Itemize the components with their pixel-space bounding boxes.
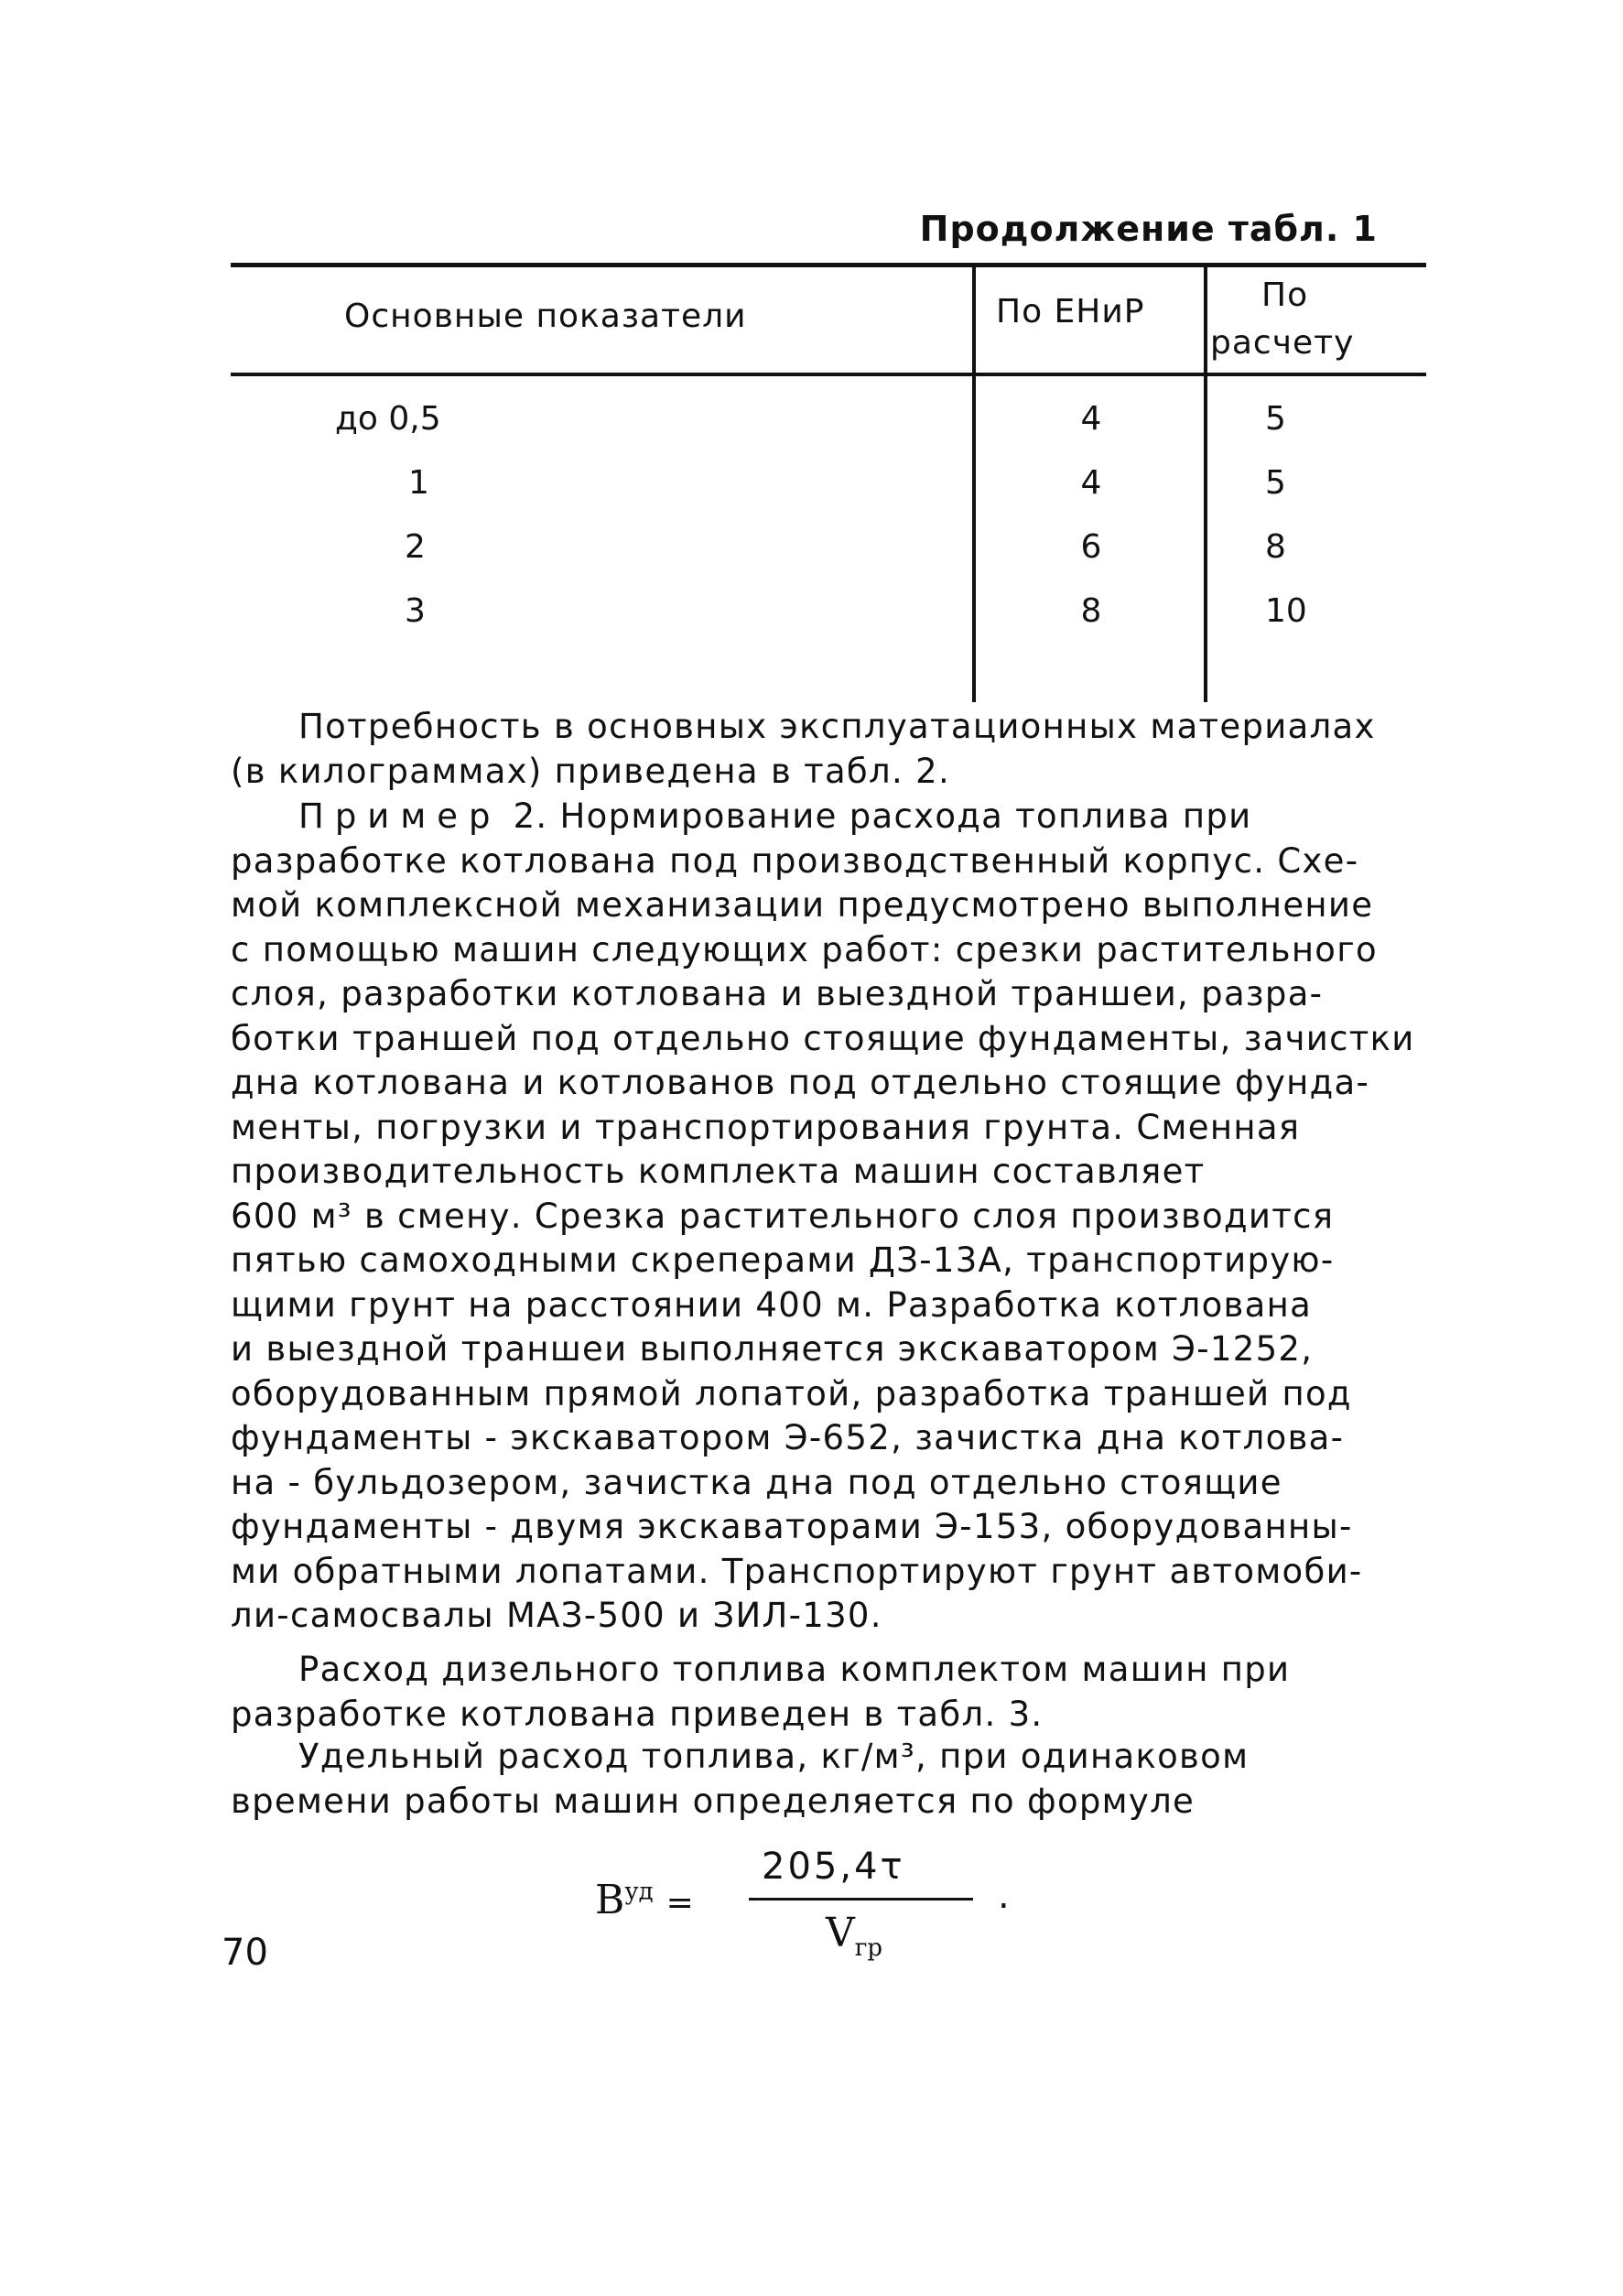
formula-period: .	[998, 1875, 1010, 1917]
data-table	[231, 263, 1426, 702]
header-calculated-line2: расчету	[1210, 324, 1355, 362]
text-line: Потребность в основных эксплуатационных материалах	[298, 707, 1376, 746]
header-enir: По ЕНиР	[996, 293, 1145, 330]
table-row	[231, 464, 1426, 526]
text-line: 600 м³ в смену. Срезка растительного слоя производится	[231, 1196, 1335, 1236]
text-line: слоя, разработки котлована и выездной траншеи, разра-	[231, 974, 1324, 1013]
formula-lhs-base: B	[595, 1877, 625, 1923]
text-line: разработке котлована под производственный корпус. Схе-	[231, 840, 1359, 881]
text-line: мой комплексной механизации предусмотрено выполнение	[231, 885, 1374, 925]
text-line: времени работы машин определяется по формуле	[231, 1781, 1196, 1821]
row-label: 2	[405, 528, 426, 566]
table-caption: Продолжение табл. 1	[919, 209, 1378, 249]
table-row	[231, 400, 1426, 462]
text-line: менты, погрузки и транспортирования грунта. Сменная	[231, 1107, 1301, 1147]
page-number: 70	[222, 1932, 268, 1974]
paragraph-specific-consumption	[231, 1735, 1439, 1824]
paragraph-fuel-consumption	[231, 1648, 1439, 1737]
text-line: на - бульдозером, зачистка дна под отдельно стоящие	[231, 1462, 1282, 1502]
row-enir-value: 8	[1080, 592, 1102, 630]
formula-equals: =	[665, 1884, 694, 1922]
table-header-rule	[231, 373, 1426, 376]
row-label: 3	[405, 592, 426, 630]
row-calc-value: 8	[1265, 528, 1286, 566]
text-line: (в килограммах) приведена в табл. 2.	[231, 751, 951, 791]
table-top-rule	[231, 263, 1426, 267]
text-line: производительность комплекта машин составляет	[231, 1152, 1206, 1191]
paragraph-materials	[231, 705, 1439, 794]
row-enir-value: 6	[1080, 528, 1102, 566]
formula-fraction-bar	[749, 1898, 973, 1901]
header-calculated-line1: По	[1261, 276, 1309, 314]
formula-denominator	[826, 1910, 882, 1962]
text-line: ли-самосвалы МАЗ-500 и ЗИЛ-130.	[231, 1596, 882, 1635]
row-calc-value: 5	[1265, 464, 1286, 502]
text-line: ботки траншей под отдельно стоящие фундаменты, зачистки	[231, 1018, 1415, 1058]
text-line: ми обратными лопатами. Транспортируют грунт автомоби-	[231, 1551, 1363, 1591]
formula-numerator: 205,4τ	[762, 1846, 905, 1888]
formula-lhs-superscript: уд	[624, 1878, 654, 1906]
text-line: оборудованным прямой лопатой, разработка траншей под	[231, 1373, 1352, 1413]
formula-denominator-subscript: гр	[854, 1933, 883, 1962]
fuel-formula	[595, 1840, 1053, 1962]
example-title: 2. Нормирование расхода топлива при	[501, 796, 1252, 836]
row-calc-value: 10	[1265, 592, 1307, 630]
text-line: Удельный расход топлива, кг/м³, при одинаковом	[298, 1737, 1250, 1776]
table-row	[231, 592, 1426, 655]
row-enir-value: 4	[1080, 400, 1102, 438]
example-label: Пример	[298, 796, 502, 836]
paragraph-example-2	[231, 795, 1439, 1639]
header-calculated	[1210, 272, 1421, 367]
row-label: до 0,5	[335, 400, 441, 438]
formula-lhs	[595, 1877, 694, 1923]
text-line: пятью самоходными скреперами ДЗ-13А, транспортирую-	[231, 1240, 1335, 1280]
text-line: Расход дизельного топлива комплектом машин при	[298, 1650, 1291, 1689]
header-main-indicators: Основные показатели	[344, 298, 747, 335]
text-line: разработке котлована приведен в табл. 3.	[231, 1694, 1044, 1734]
text-line: фундаменты - экскаватором Э-652, зачистка дна котлова-	[231, 1418, 1345, 1457]
text-line: щими грунт на расстоянии 400 м. Разработка котлована	[231, 1284, 1313, 1325]
row-enir-value: 4	[1080, 464, 1102, 502]
row-calc-value: 5	[1265, 400, 1286, 438]
row-label: 1	[408, 464, 429, 502]
text-line: дна котлована и котлованов под отдельно стоящие фунда-	[231, 1063, 1370, 1102]
text-line: и выездной траншеи выполняется экскаватором Э-1252,	[231, 1329, 1314, 1369]
text-line: с помощью машин следующих работ: срезки растительного	[231, 929, 1378, 969]
formula-denominator-base: V	[826, 1910, 855, 1956]
text-line: фундаменты - двумя экскаваторами Э-153, оборудованны-	[231, 1507, 1353, 1546]
table-row	[231, 528, 1426, 590]
text-line	[231, 795, 1439, 839]
